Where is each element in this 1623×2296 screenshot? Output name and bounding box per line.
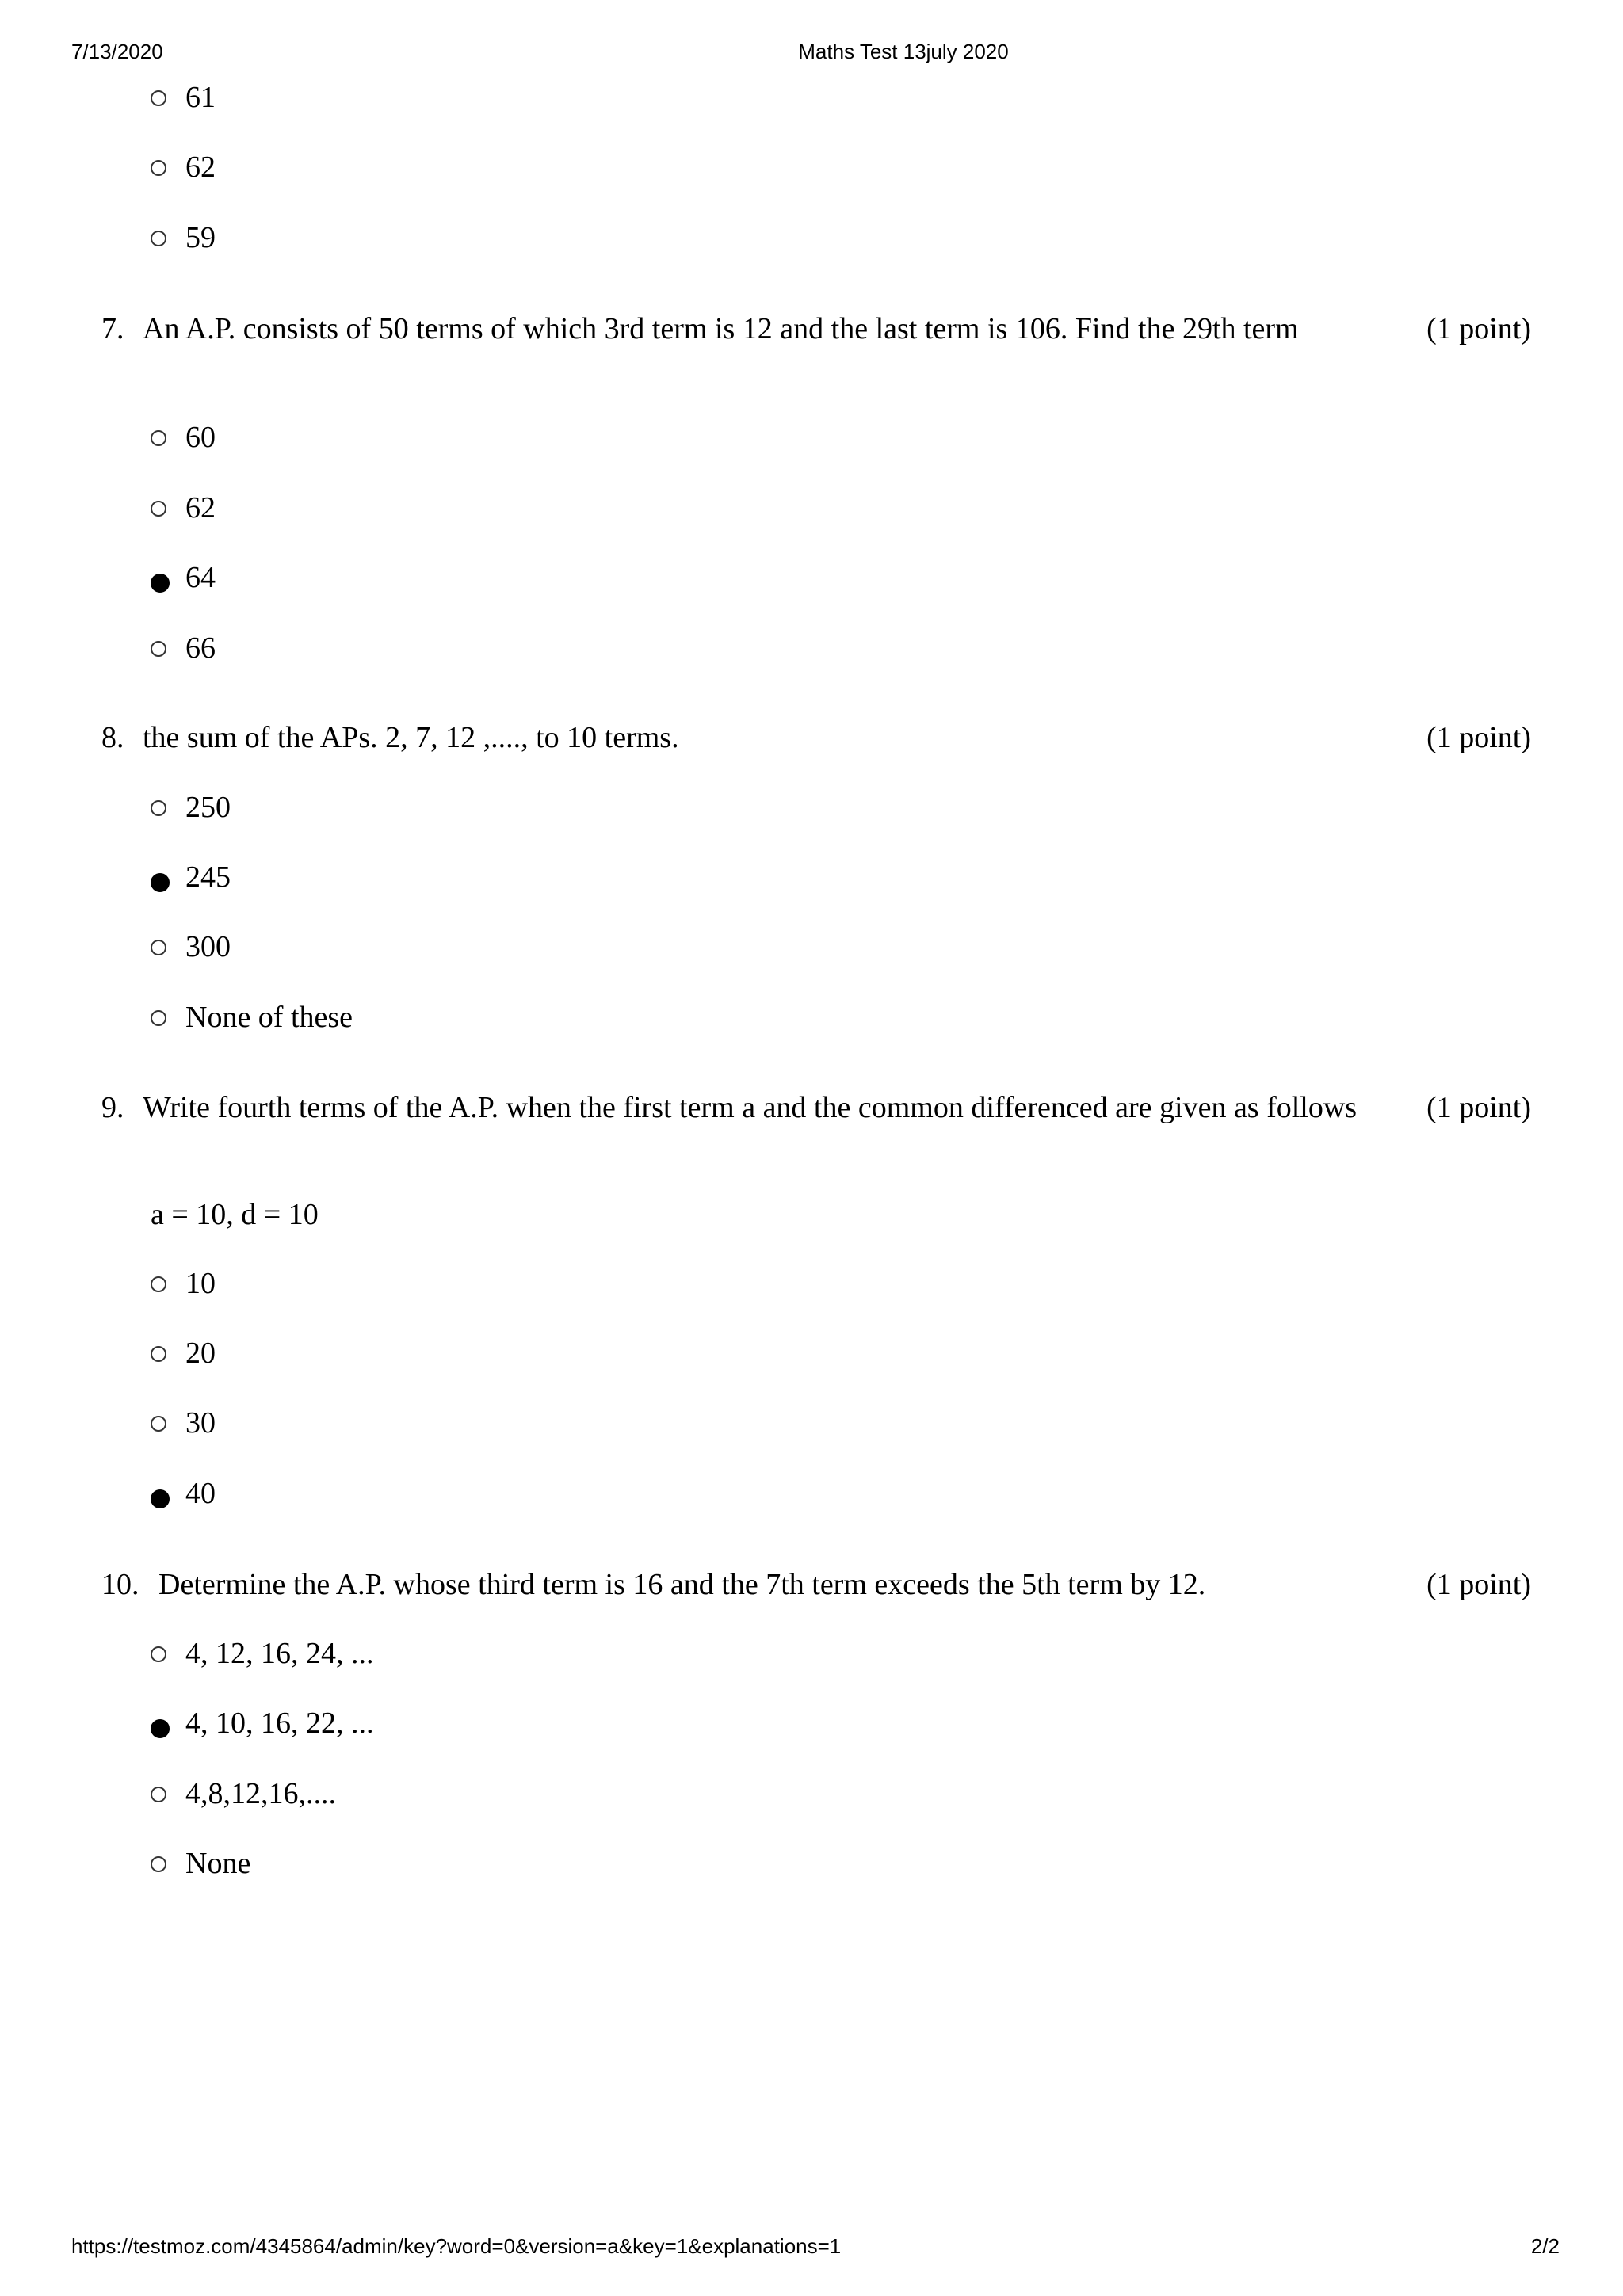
option-label: 62 <box>185 151 216 184</box>
answer-option[interactable] <box>151 218 216 257</box>
radio-unselected-icon[interactable] <box>151 1856 166 1872</box>
question-points: (1 point) <box>1426 721 1531 754</box>
answer-option[interactable] <box>151 997 353 1037</box>
radio-unselected-icon[interactable] <box>151 1276 166 1292</box>
radio-unselected-icon[interactable] <box>151 1646 166 1662</box>
option-label: 10 <box>185 1267 216 1300</box>
radio-selected-icon[interactable] <box>151 1719 170 1738</box>
radio-unselected-icon[interactable] <box>151 430 166 446</box>
option-label: 20 <box>185 1337 216 1370</box>
answer-option[interactable] <box>151 788 231 827</box>
question-text: Determine the A.P. whose third term is 16 and the 7th term exceeds the 5th term by 12. <box>158 1568 1206 1601</box>
question-7 <box>101 310 1531 386</box>
radio-selected-icon[interactable] <box>151 574 170 593</box>
answer-option-selected[interactable] <box>151 1703 374 1743</box>
answer-option[interactable] <box>151 927 231 967</box>
option-label: 59 <box>185 221 216 254</box>
question-number: 8. <box>101 721 124 754</box>
radio-unselected-icon[interactable] <box>151 1787 166 1802</box>
answer-option[interactable] <box>151 1634 374 1673</box>
question-points: (1 point) <box>1426 1568 1531 1601</box>
option-label: 61 <box>185 81 216 114</box>
answer-option-selected[interactable] <box>151 857 231 897</box>
print-header <box>0 40 1623 68</box>
radio-unselected-icon[interactable] <box>151 501 166 517</box>
radio-unselected-icon[interactable] <box>151 641 166 657</box>
option-label: 4,8,12,16,.... <box>185 1777 336 1810</box>
page-number: 2/2 <box>1530 2234 1560 2258</box>
question-number: 9. <box>101 1091 124 1124</box>
question-9 <box>101 1089 1531 1165</box>
option-label: 60 <box>185 421 216 454</box>
radio-selected-icon[interactable] <box>151 873 170 892</box>
answer-option[interactable] <box>151 1403 216 1443</box>
option-label: 245 <box>185 860 231 894</box>
radio-unselected-icon[interactable] <box>151 800 166 816</box>
question-given-values: a = 10, d = 10 <box>151 1198 319 1231</box>
page-url: https://testmoz.com/4345864/admin/key?word=0&version=a&key=1&explanations=1 <box>71 2234 842 2258</box>
answer-option[interactable] <box>151 418 216 457</box>
option-label: None of these <box>185 1001 353 1034</box>
radio-unselected-icon[interactable] <box>151 940 166 955</box>
question-points: (1 point) <box>1426 1091 1531 1124</box>
answer-option[interactable] <box>151 1774 336 1814</box>
print-date: 7/13/2020 <box>71 40 163 63</box>
option-label: 66 <box>185 631 216 665</box>
question-8 <box>101 719 1531 757</box>
radio-unselected-icon[interactable] <box>151 1010 166 1026</box>
answer-option-selected[interactable] <box>151 558 216 597</box>
question-number: 7. <box>101 312 124 345</box>
question-points: (1 point) <box>1426 312 1531 345</box>
option-label: 62 <box>185 491 216 524</box>
option-label: 4, 12, 16, 24, ... <box>185 1637 374 1670</box>
answer-option[interactable] <box>151 1844 250 1883</box>
option-label: 40 <box>185 1477 216 1510</box>
question-text: Write fourth terms of the A.P. when the first term a and the common differenced are given as follows <box>143 1091 1358 1124</box>
answer-option[interactable] <box>151 147 216 187</box>
option-label: 30 <box>185 1406 216 1440</box>
question-text: An A.P. consists of 50 terms of which 3rd term is 12 and the last term is 106. Find the 29th term <box>143 312 1299 345</box>
radio-unselected-icon[interactable] <box>151 160 166 176</box>
document-title: Maths Test 13july 2020 <box>798 40 1009 63</box>
radio-unselected-icon[interactable] <box>151 1346 166 1362</box>
option-label: 64 <box>185 561 216 594</box>
radio-unselected-icon[interactable] <box>151 90 166 106</box>
answer-option[interactable] <box>151 1264 216 1303</box>
option-label: 4, 10, 16, 22, ... <box>185 1707 374 1740</box>
answer-option[interactable] <box>151 628 216 668</box>
answer-option[interactable] <box>151 1333 216 1373</box>
radio-unselected-icon[interactable] <box>151 1416 166 1432</box>
answer-option-selected[interactable] <box>151 1474 216 1513</box>
question-number: 10. <box>101 1568 139 1601</box>
answer-option[interactable] <box>151 488 216 528</box>
radio-unselected-icon[interactable] <box>151 231 166 246</box>
question-text: the sum of the APs. 2, 7, 12 ,...., to 10 terms. <box>143 721 679 754</box>
option-label: 250 <box>185 791 231 824</box>
answer-option[interactable] <box>151 78 216 117</box>
radio-selected-icon[interactable] <box>151 1489 170 1508</box>
print-footer <box>0 2234 1623 2263</box>
question-10 <box>101 1566 1531 1604</box>
option-label: 300 <box>185 930 231 963</box>
option-label: None <box>185 1847 251 1880</box>
